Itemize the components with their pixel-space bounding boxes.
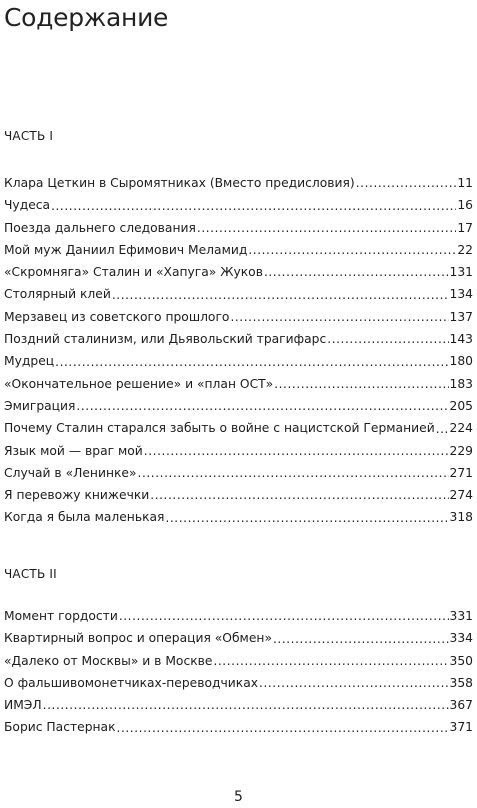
- toc-entry: [4, 716, 473, 738]
- toc-entry: [4, 627, 473, 649]
- toc-entry-page: 274: [449, 488, 473, 503]
- dot-leader: [259, 672, 449, 694]
- toc-entry: [4, 350, 473, 372]
- toc-part-1: [4, 172, 473, 529]
- toc-entry: [4, 395, 473, 417]
- toc-entry-title: Мудрец: [4, 354, 55, 369]
- toc-entry: [4, 328, 473, 350]
- toc-entry: [4, 261, 473, 283]
- toc-entry-page: 134: [449, 287, 473, 302]
- toc-entry-page: 224: [449, 421, 473, 436]
- toc-entry-title: ИМЭЛ: [4, 698, 42, 713]
- toc-entry-title: Поезда дальнего следования: [4, 220, 196, 235]
- dot-leader: [213, 650, 448, 672]
- toc-entry: [4, 283, 473, 305]
- toc-entry-title: «Далеко от Москвы» и в Москве: [4, 653, 213, 668]
- toc-entry-title: Момент гордости: [4, 609, 118, 623]
- toc-entry-page: 350: [449, 653, 473, 668]
- toc-entry-title: О фальшивомонетчиках-переводчиках: [4, 675, 259, 690]
- toc-entry-title: «Скромняга» Сталин и «Хапуга» Жуков: [4, 265, 263, 280]
- dot-leader: [43, 694, 449, 716]
- dot-leader: [112, 284, 449, 306]
- dot-leader: [144, 440, 449, 462]
- dot-leader: [119, 605, 449, 627]
- toc-entry-page: 17: [457, 220, 473, 235]
- toc-entry-title: Случай в «Ленинке»: [4, 465, 137, 480]
- toc-entry-title: Квартирный вопрос и операция «Обмен»: [4, 631, 272, 646]
- toc-entry: [4, 672, 473, 694]
- dot-leader: [150, 484, 448, 506]
- toc-entry-page: 371: [449, 720, 473, 735]
- toc-entry-page: 16: [457, 198, 473, 213]
- toc-entry-page: 358: [449, 675, 473, 690]
- toc-entry-page: 205: [449, 398, 473, 413]
- dot-leader: [197, 217, 456, 239]
- toc-entry-page: 143: [449, 332, 473, 347]
- part-2-label: ЧАСТЬ II: [4, 567, 57, 581]
- toc-entry-page: 367: [449, 698, 473, 713]
- toc-entry-page: 131: [449, 265, 473, 280]
- toc-entry-page: 180: [449, 354, 473, 369]
- toc-entry-title: Эмиграция: [4, 398, 76, 413]
- dot-leader: [230, 306, 448, 328]
- toc-entry: [4, 506, 473, 528]
- toc-entry-page: 137: [449, 309, 473, 324]
- toc-entry-title: Поздний сталинизм, или Дьявольский трагифарс: [4, 332, 327, 347]
- toc-entry: [4, 217, 473, 239]
- toc-entry-title: Мерзавец из советского прошлого: [4, 309, 230, 324]
- toc-entry: [4, 373, 473, 395]
- toc-entry-title: Когда я была маленькая: [4, 510, 165, 525]
- dot-leader: [55, 351, 448, 373]
- toc-entry-title: Борис Пастернак: [4, 720, 116, 735]
- toc-entry: [4, 194, 473, 216]
- toc-entry-page: 331: [449, 609, 473, 623]
- dot-leader: [273, 628, 449, 650]
- toc-entry-page: 11: [457, 176, 473, 190]
- toc-entry-page: 229: [449, 443, 473, 458]
- dot-leader: [327, 328, 448, 350]
- dot-leader: [138, 462, 449, 484]
- dot-leader: [76, 395, 448, 417]
- toc-entry: [4, 440, 473, 462]
- dot-leader: [165, 507, 448, 529]
- dot-leader: [248, 239, 456, 261]
- dot-leader: [274, 373, 448, 395]
- toc-entry-title: Почему Сталин старался забыть о войне с нацистской Германией: [4, 421, 435, 436]
- dot-leader: [51, 195, 456, 217]
- page-number: 5: [234, 789, 243, 805]
- toc-entry-title: Столярный клей: [4, 287, 111, 302]
- toc-entry: [4, 417, 473, 439]
- toc-entry-title: Мой муж Даниил Ефимович Меламид: [4, 242, 248, 257]
- toc-entry: [4, 484, 473, 506]
- part-1-label: ЧАСТЬ I: [4, 129, 54, 143]
- toc-entry: [4, 650, 473, 672]
- toc-entry-title: Язык мой — враг мой: [4, 443, 143, 458]
- toc-entry: [4, 239, 473, 261]
- dot-leader: [356, 172, 457, 194]
- dot-leader: [264, 261, 449, 283]
- toc-entry: [4, 462, 473, 484]
- toc-entry: [4, 306, 473, 328]
- dot-leader: [436, 418, 449, 440]
- toc-part-2: [4, 605, 473, 739]
- toc-entry-page: 22: [457, 242, 473, 257]
- toc-entry-title: «Окончательное решение» и «план ОСТ»: [4, 376, 274, 391]
- toc-entry-page: 271: [449, 465, 473, 480]
- toc-entry: [4, 172, 473, 194]
- dot-leader: [117, 717, 449, 739]
- toc-entry-page: 318: [449, 510, 473, 525]
- toc-entry-page: 183: [449, 376, 473, 391]
- toc-entry-title: Чудеса: [4, 198, 51, 213]
- page-title: Содержание: [4, 3, 169, 32]
- toc-entry-title: Клара Цеткин в Сыромятниках (Вместо предисловия): [4, 176, 355, 190]
- toc-entry: [4, 694, 473, 716]
- toc-entry: [4, 605, 473, 627]
- toc-entry-title: Я перевожу книжечки: [4, 488, 150, 503]
- toc-entry-page: 334: [449, 631, 473, 646]
